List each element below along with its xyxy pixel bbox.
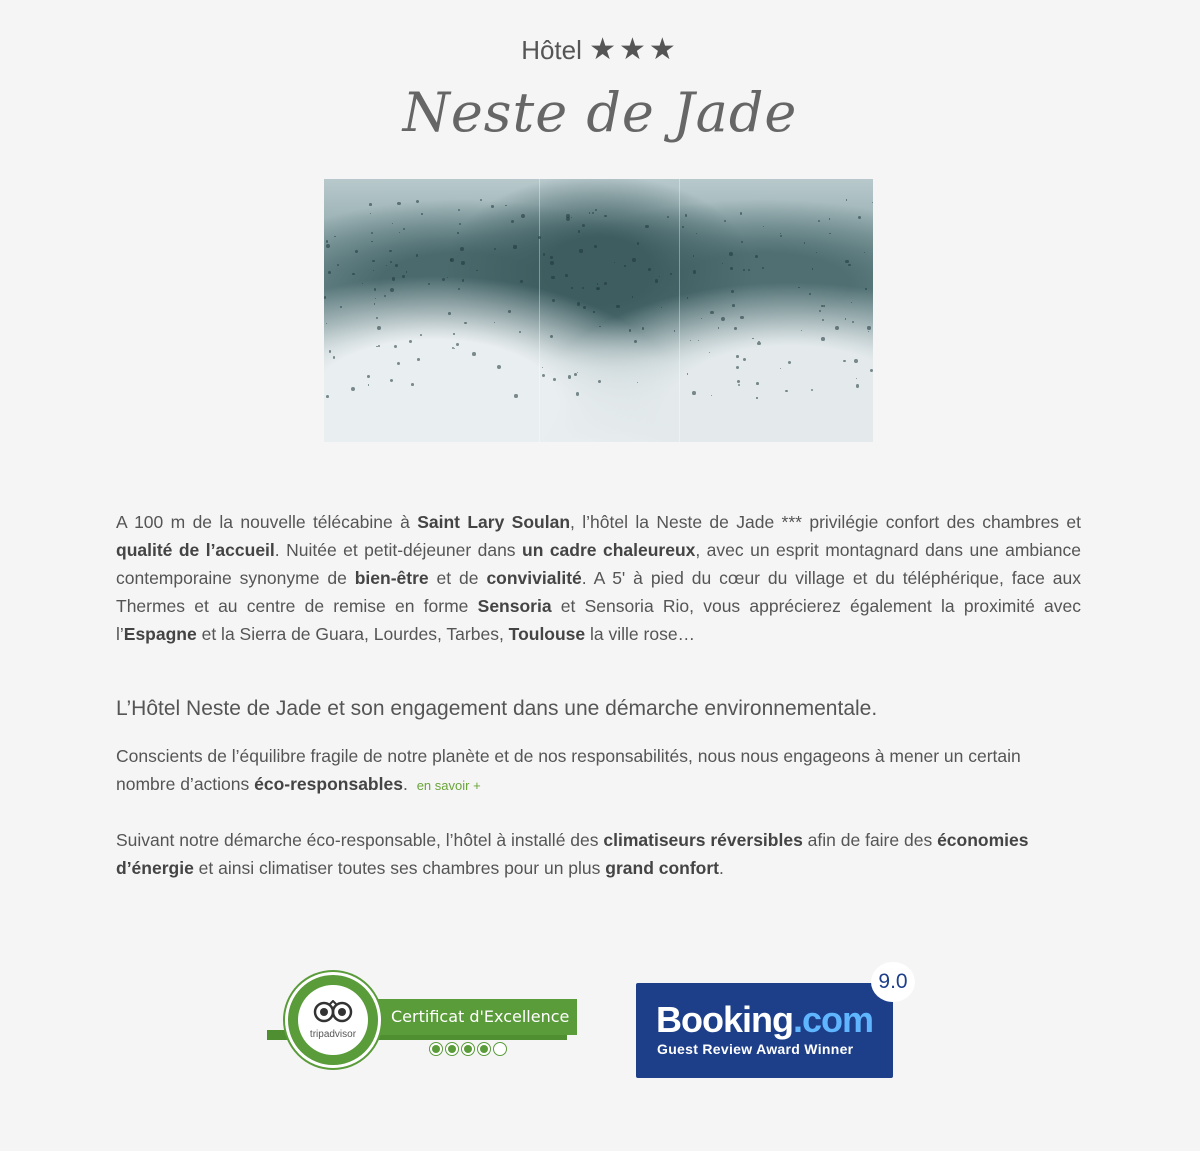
texture-speck [355,250,357,252]
text-run: Suivant notre démarche éco-responsable, l’hôtel à installé des [116,830,604,850]
texture-speck [829,218,831,220]
texture-speck [376,317,378,319]
texture-speck [542,374,545,377]
texture-speck [599,326,600,327]
texture-speck [595,209,597,211]
texture-speck [592,212,594,214]
texture-speck [829,233,831,235]
texture-speck [637,242,640,245]
bold-phrase: grand confort [605,858,720,878]
texture-speck [732,304,735,307]
texture-speck [505,205,506,206]
texture-speck [593,311,594,312]
texture-speck [583,306,586,309]
texture-speck [604,215,607,218]
texture-speck [743,269,745,271]
texture-speck [693,255,695,257]
texture-speck [736,366,739,369]
texture-speck [464,322,466,324]
texture-speck [368,384,370,386]
text-run: . Nuitée et petit-déjeuner dans [274,540,522,560]
texture-speck [395,264,398,267]
texture-speck [870,369,873,372]
texture-speck [579,249,582,252]
texture-speck [692,391,696,395]
texture-speck [734,327,737,330]
bold-phrase: Toulouse [508,624,586,644]
text-run: . [719,858,724,878]
texture-speck [351,387,355,391]
hotel-name-logo: Neste de Jade [402,81,798,144]
texture-speck [511,220,514,223]
texture-speck [390,379,393,382]
texture-speck [763,226,764,227]
texture-speck [397,202,400,205]
texture-speck [824,305,826,307]
texture-speck [326,240,329,243]
texture-speck [543,253,546,256]
texture-speck [462,279,465,282]
bold-phrase: qualité de l’accueil [116,540,275,560]
texture-speck [852,321,854,323]
texture-speck [374,303,376,305]
texture-speck [461,261,465,265]
texture-speck [661,307,662,308]
text-run: , l’hôtel la Neste de Jade *** privilégie confort des chambres et [570,512,1082,532]
texture-speck [788,361,791,364]
texture-speck [576,392,580,396]
texture-speck [374,288,376,290]
texture-speck [403,228,405,230]
texture-speck [835,326,839,330]
image-panel-divider [679,179,680,442]
texture-speck [453,333,454,334]
texture-speck [687,373,689,375]
texture-speck [421,213,422,214]
texture-speck [632,258,635,261]
texture-speck [416,200,420,204]
texture-speck [326,395,329,398]
tripadvisor-seal [285,972,381,1068]
texture-speck [458,288,461,291]
texture-speck [458,209,460,211]
texture-speck [846,199,848,201]
texture-speck [371,241,372,242]
texture-speck [538,236,541,239]
texture-speck [736,355,739,358]
texture-speck [645,225,648,228]
texture-speck [655,279,658,282]
texture-speck [690,340,691,341]
texture-speck [659,276,660,277]
texture-speck [737,380,740,383]
texture-speck [577,302,581,306]
texture-speck [731,290,734,293]
texture-speck [594,245,597,248]
texture-speck [729,252,733,256]
texture-speck [674,330,676,332]
texture-speck [589,212,590,213]
texture-speck [687,297,688,298]
texture-speck [552,299,555,302]
texture-speck [513,245,516,248]
tripadvisor-wordmark: tripadvisor [309,1029,357,1040]
texture-speck [337,264,339,266]
texture-speck [801,330,802,331]
texture-speck [333,356,335,358]
texture-speck [371,232,373,234]
texture-speck [369,203,372,206]
texture-speck [698,340,699,341]
texture-speck [701,318,702,319]
bold-phrase: un cadre chaleureux [522,540,696,560]
image-panel-divider [539,179,540,442]
texture-speck [812,268,814,270]
texture-speck [375,298,376,299]
texture-speck [409,340,412,343]
texture-speck [566,214,570,218]
texture-speck [428,283,431,286]
texture-speck [667,216,669,218]
texture-speck [472,352,476,356]
text-run: . A 5' à pied du cœur du village et du téléphérique, face aux Thermes et au centre de remise en forme [116,568,1082,616]
bold-phrase: Espagne [123,624,197,644]
texture-speck [709,352,710,353]
intro-paragraph [116,508,1081,648]
texture-speck [629,329,631,331]
texture-speck [542,367,543,368]
texture-speck [378,345,380,347]
tripadvisor-seal-inner [298,985,368,1055]
text-run: et Sensoria Rio, vous apprécierez également la proximité avec l’ [116,596,1082,644]
texture-speck [865,288,867,290]
texture-speck [452,347,454,349]
texture-speck [324,296,326,298]
text-run: , avec un esprit montagnard dans une ambiance contemporaine synonyme de [116,540,1081,588]
texture-speck [848,264,850,266]
texture-speck [521,214,525,218]
texture-speck [508,310,511,313]
texture-speck [553,378,556,381]
bold-phrase: Saint Lary Soulan [417,512,571,532]
texture-speck [384,295,386,297]
texture-speck [637,382,638,383]
texture-speck [402,275,406,279]
owl-icon [312,1000,354,1024]
texture-speck [818,220,820,222]
texture-speck [780,368,781,369]
texture-speck [582,224,585,227]
booking-logo-main: Booking [656,999,793,1040]
booking-badge[interactable] [636,983,893,1078]
texture-speck [642,327,644,329]
texture-speck [724,220,726,222]
rating-bubble-icon [445,1042,459,1056]
texture-speck [780,233,781,234]
texture-speck [670,273,672,275]
texture-speck [845,260,849,264]
texture-speck [373,270,374,271]
texture-speck [868,331,869,332]
texture-speck [362,283,363,284]
texture-speck [755,255,758,258]
texture-speck [854,359,858,363]
texture-speck [604,282,607,285]
texture-speck [367,375,370,378]
texture-speck [494,248,497,251]
rating-bubble-icon [493,1042,507,1056]
bold-phrase: éco-responsables [254,774,403,794]
environment-text [116,746,1021,794]
text-run: . [402,774,408,794]
rating-bubble-icon [477,1042,491,1056]
page-header [0,30,1200,148]
hotel-label: Hôtel [521,35,582,65]
texture-speck [394,345,398,349]
texture-speck [685,214,687,216]
texture-speck [743,358,746,361]
bubble-rating [429,1042,507,1058]
texture-speck [856,384,860,388]
bold-phrase: bien-être [354,568,429,588]
texture-speck [399,232,400,233]
texture-speck [711,395,712,396]
bold-phrase: climatiseurs réversibles [603,830,803,850]
text-run: et la Sierra de Guara, Lourdes, Tarbes, [196,624,509,644]
learn-more-link[interactable]: en savoir + [416,778,481,793]
bold-phrase: économies d’énergie [116,830,1029,878]
texture-speck [822,319,824,321]
texture-speck [491,205,494,208]
rating-bubble-icon [461,1042,475,1056]
texture-speck [740,212,742,214]
texture-speck [864,252,865,253]
texture-speck [397,362,400,365]
texture-speck [447,277,448,278]
texture-speck [762,267,764,269]
texture-speck [520,280,523,283]
texture-speck [614,262,615,263]
texture-speck [550,256,553,259]
texture-speck [597,283,599,285]
texture-speck [843,360,845,362]
text-run: la ville rose… [585,624,696,644]
texture-speck [780,235,782,237]
texture-speck [819,310,822,313]
texture-speck [785,390,787,392]
texture-speck [459,223,461,225]
texture-speck [377,326,381,330]
texture-speck [718,327,720,329]
texture-speck [867,326,870,329]
texture-speck [519,331,522,334]
texture-speck [756,397,757,398]
texture-speck [456,343,459,346]
texture-speck [329,350,331,352]
texture-speck [616,305,620,309]
texture-speck [738,384,740,386]
texture-speck [352,273,354,275]
texture-speck [598,380,601,383]
texture-speck [851,302,852,303]
text-run: Conscients de l’équilibre fragile de notre planète et de nos responsabilités, nous nous engageons à mener un certain nombre d’actions [116,746,1021,794]
texture-speck [406,271,408,273]
text-run: et ainsi climatiser toutes ses chambres pour un plus [193,858,606,878]
texture-speck [411,383,414,386]
environment-heading: L’Hôtel Neste de Jade et son engagement dans une démarche environnementale. [116,697,878,720]
texture-speck [730,267,734,271]
texture-speck [804,242,805,243]
text-run: afin de faire des [802,830,938,850]
hero-image [324,179,873,442]
texture-speck [417,358,420,361]
texture-speck [809,293,811,295]
texture-speck [480,199,482,201]
booking-logo [656,999,873,1041]
texture-speck [476,270,478,272]
texture-speck [634,340,637,343]
texture-speck [565,274,568,277]
texture-speck [551,276,554,279]
texture-speck [494,322,495,323]
environment-paragraph [116,742,1081,800]
texture-speck [390,261,392,263]
rating-bubble-icon [429,1042,443,1056]
texture-speck [420,334,422,336]
texture-speck [798,287,799,288]
texture-speck [722,263,723,264]
texture-speck [624,265,625,266]
certificate-label: Certificat d'Excellence [391,1007,570,1026]
texture-speck [845,318,846,319]
texture-speck [710,311,713,314]
texture-speck [578,230,580,232]
texture-speck [386,265,387,266]
texture-speck [752,338,754,340]
texture-speck [497,365,501,369]
texture-speck [816,252,817,253]
hotel-category [0,30,1200,70]
texture-speck [582,287,584,289]
climate-paragraph [116,826,1081,882]
text-run: et de [428,568,487,588]
texture-speck [571,287,573,289]
texture-speck [340,306,342,308]
bold-phrase: convivialité [486,568,582,588]
texture-speck [568,375,571,378]
texture-speck [326,244,330,248]
texture-speck [389,250,391,252]
texture-speck [858,216,861,219]
texture-speck [392,277,395,280]
texture-speck [392,223,394,225]
texture-speck [740,316,743,319]
texture-speck [872,202,873,203]
texture-speck [550,335,553,338]
texture-speck [682,226,684,228]
texture-speck [326,323,327,324]
texture-speck [757,342,761,346]
tripadvisor-badge[interactable] [263,972,578,1068]
texture-speck [741,241,743,243]
texture-speck [448,312,451,315]
texture-speck [514,394,517,397]
texture-speck [811,389,813,391]
texture-speck [390,288,394,292]
texture-speck [372,260,374,262]
texture-speck [696,233,698,235]
texture-speck [748,269,750,271]
texture-speck [856,378,858,380]
booking-logo-suffix: .com [792,999,874,1040]
texture-speck [648,268,651,271]
texture-speck [328,271,331,274]
texture-speck [416,254,418,256]
booking-award-subtitle: Guest Review Award Winner [657,1041,854,1057]
texture-speck [693,270,696,273]
texture-speck [721,317,725,321]
booking-score-badge: 9.0 [871,962,915,1002]
texture-speck [550,261,553,264]
texture-speck [821,337,825,341]
texture-speck [571,217,572,218]
text-run: A 100 m de la nouvelle télécabine à [116,512,418,532]
texture-speck [370,213,372,215]
texture-speck [460,247,464,251]
bold-phrase: Sensoria [477,596,552,616]
texture-speck [457,232,458,233]
texture-speck [756,382,759,385]
texture-speck [574,373,577,376]
texture-speck [454,348,455,349]
texture-speck [632,296,634,298]
texture-speck [334,236,336,238]
texture-speck [442,278,445,281]
star-rating-icon: ★★★ [589,33,679,66]
